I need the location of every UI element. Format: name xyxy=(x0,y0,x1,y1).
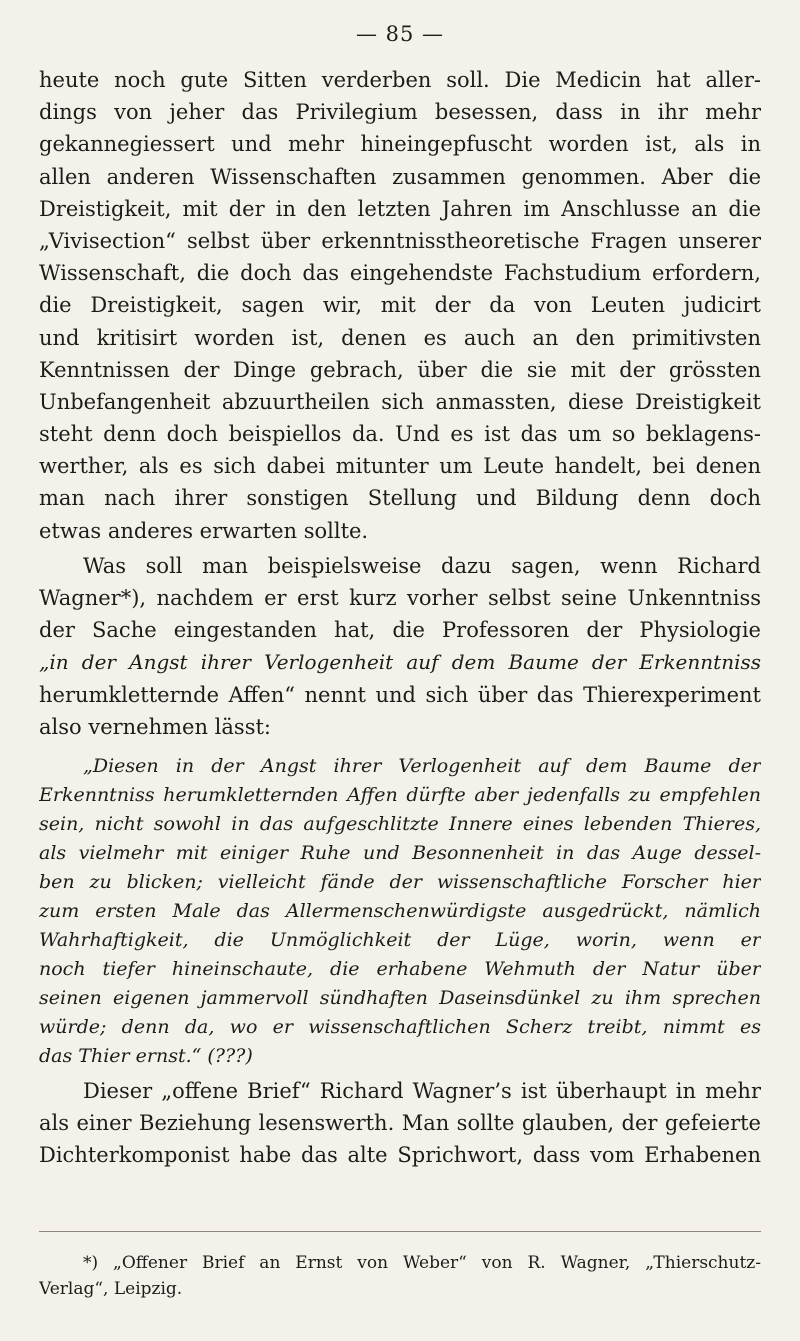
text-line: heute noch gute Sitten verderben soll. Die Medicin hat aller- xyxy=(39,68,761,92)
paragraph-3 xyxy=(39,1075,761,1172)
paragraph-1 xyxy=(39,64,761,547)
text-line: „Vivisection“ selbst über erkenntnisstheoretische Fragen unserer xyxy=(39,228,761,253)
text-line: steht denn doch beispiellos da. Und es ist das um so beklagens- xyxy=(39,422,761,447)
text-line: als einer Beziehung lesenswerth. Man sollte glauben, der gefeierte xyxy=(39,1111,761,1136)
quote-line: seinen eigenen jammervoll sündhaften Daseinsdünkel zu ihm sprechen xyxy=(39,986,761,1009)
text-line: allen anderen Wissenschaften zusammen genommen. Aber die xyxy=(39,164,761,189)
quote-line: sein, nicht sowohl in das aufgeschlitzte Innere eines lebenden Thieres, xyxy=(39,812,761,835)
text-line: herumkletternde Affen“ nennt und sich über das Thierexperiment xyxy=(39,682,761,707)
quote-line: das Thier ernst.“ (???) xyxy=(39,1044,253,1067)
text-line: Was soll man beispielsweise dazu sagen, wenn Richard xyxy=(83,553,761,578)
footnote xyxy=(39,1250,761,1302)
text-line: also vernehmen lässt: xyxy=(39,714,271,739)
text-line: die Dreistigkeit, sagen wir, mit der da von Leuten judicirt xyxy=(39,293,761,318)
text-line: Dieser „offene Brief“ Richard Wagner’s ist überhaupt in mehr xyxy=(83,1078,761,1103)
quote-line: ben zu blicken; vielleicht fände der wissenschaftliche Forscher hier xyxy=(39,870,761,893)
quote-line: Wahrhaftigkeit, die Unmöglichkeit der Lüge, worin, wenn er xyxy=(39,928,761,951)
paragraph-2 xyxy=(39,550,761,743)
text-line: Kenntnissen der Dinge gebrach, über die sie mit der grössten xyxy=(39,357,761,382)
block-quote xyxy=(39,752,761,1071)
quote-line: würde; denn da, wo er wissenschaftlichen Scherz treibt, nimmt es xyxy=(39,1015,761,1038)
text-line: Dreistigkeit, mit der in den letzten Jahren im Anschlusse an die xyxy=(39,196,761,221)
text-line: der Sache eingestanden hat, die Professoren der Physiologie xyxy=(39,618,761,643)
body-text xyxy=(39,64,761,1172)
text-line: etwas anderes erwarten sollte. xyxy=(39,518,369,543)
footnote-divider xyxy=(39,1231,761,1232)
text-line: Wagner*), nachdem er erst kurz vorher selbst seine Unkenntniss xyxy=(39,586,761,610)
text-line: Wissenschaft, die doch das eingehendste Fachstudium erfordern, xyxy=(39,261,761,286)
text-line: werther, als es sich dabei mitunter um Leute handelt, bei denen xyxy=(39,454,761,479)
text-line: man nach ihrer sonstigen Stellung und Bildung denn doch xyxy=(39,486,761,511)
quote-line: noch tiefer hineinschaute, die erhabene Wehmuth der Natur über xyxy=(39,957,761,980)
quote-line: zum ersten Male das Allermenschenwürdigste ausgedrückt, nämlich xyxy=(39,899,761,922)
quote-line: Erkenntniss herumkletternden Affen dürfte aber jedenfalls zu empfehlen xyxy=(39,783,761,806)
quote-line: als vielmehr mit einiger Ruhe und Besonnenheit in das Auge dessel- xyxy=(39,841,761,864)
text-line-italic: „in der Angst ihrer Verlogenheit auf dem Baume der Erkenntniss xyxy=(39,650,761,675)
page-number: — 85 — xyxy=(355,22,445,46)
text-line: dings von jeher das Privilegium besessen, dass in ihr mehr xyxy=(39,100,761,125)
footnote-line: *) „Offener Brief an Ernst von Weber“ von R. Wagner, „Thierschutz- xyxy=(83,1253,761,1273)
text-line: gekannegiessert und mehr hineingepfuscht worden ist, als in xyxy=(39,132,761,157)
text-line: Unbefangenheit abzuurtheilen sich anmassten, diese Dreistigkeit xyxy=(39,389,761,414)
footnote-line: Verlag“, Leipzig. xyxy=(39,1279,183,1299)
quote-line: „Diesen in der Angst ihrer Verlogenheit auf dem Baume der xyxy=(83,754,761,777)
text-line: und kritisirt worden ist, denen es auch an den primitivsten xyxy=(39,325,761,350)
text-line: Dichterkomponist habe das alte Sprichwort, dass vom Erhabenen xyxy=(39,1143,761,1168)
